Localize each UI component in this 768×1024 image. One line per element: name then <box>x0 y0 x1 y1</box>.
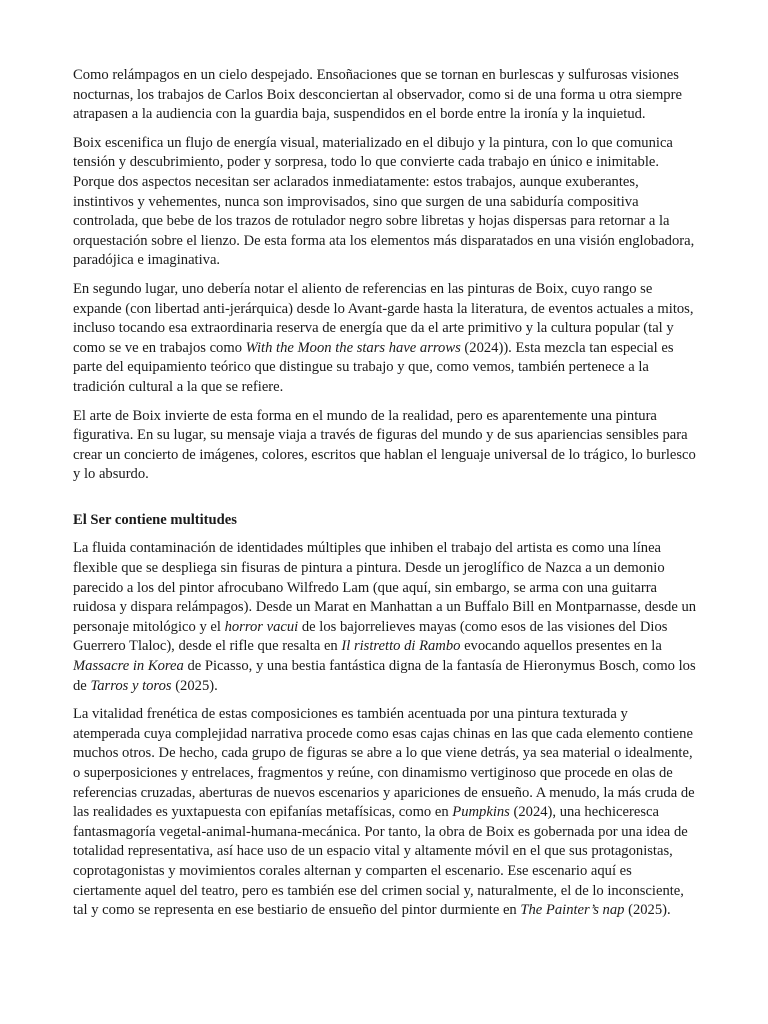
italic-term: horror vacui <box>224 618 299 635</box>
paragraph-text: Como relámpagos en un cielo despejado. Ensoñaciones que se tornan en burlescas y sulfurosas visiones nocturnas, los trabajos de Carlos Boix desconciertan al observador, como si de una forma u otra siempre atrapasen a la audiencia con la guardia baja, suspendidos en el borde entre la ironía y la inquietud. <box>73 67 682 123</box>
paragraph-text: La fluida contaminación de identidades múltiples que inhiben el trabajo del artista es como una línea flexible que se despliega sin fisuras de pintura a pintura. Desde un jeroglífico de Nazca a un demonio parecido a los del pintor afrocubano Wilfredo Lam (que aquí, sin embargo, se arma con una guitarra ruidosa y dispara relámpagos). Desde un Marat en Manhattan a un Buffalo Bill en Montparnasse, desde un personaje mitológico y el <box>73 540 697 635</box>
artwork-title: Il ristretto di Rambo <box>341 638 461 655</box>
paragraph-text: Boix escenifica un flujo de energía visual, materializado en el dibujo y la pintura, con lo que comunica tensión y descubrimiento, poder y sorpresa, todo lo que convierte cada trabajo en único e inimitable. Porque dos aspectos necesitan ser aclarados inmediatamente: estos trabajos, aunque exuberantes, instintivos y vehementes, nunca son improvisados, sino que surgen de una sabiduría compositiva controlada, que bebe de los trazos de rotulador negro sobre libretas y hojas dispersas para retornar a la orquestación sobre el lienzo. De esta forma ata los elementos más disparatados en una visión englobadora, paradójica e imaginativa. <box>73 134 695 269</box>
artwork-title: Pumpkins <box>452 804 510 821</box>
artwork-title: The Painter’s nap <box>520 902 625 919</box>
paragraph-text: (2024)). Esta mezcla tan especial es parte del equipamiento teórico que distingue su trabajo y que, como vemos, también pertenece a la tradición cultural a la que se refiere. <box>73 339 674 395</box>
paragraph-intro <box>73 66 697 125</box>
paragraph-text: En segundo lugar, uno debería notar el aliento de referencias en las pinturas de Boix, cuyo rango se expande (con libertad anti-jerárquica) desde lo Avant-garde hasta la literatura, de eventos actuales a mitos, incluso tocando esa extraordinaria reserva de energía que da el arte primitivo y la cultura popular (tal y como se ve en trabajos como <box>73 280 694 356</box>
paragraph-energy <box>73 134 697 271</box>
paragraph-text: (2025). <box>171 677 218 694</box>
paragraph-references <box>73 280 697 398</box>
paragraph-reality <box>73 407 697 485</box>
artwork-title: Massacre in Korea <box>73 658 184 675</box>
paragraph-text: evocando aquellos presentes en la <box>460 638 662 655</box>
artwork-title: Tarros y toros <box>90 677 172 694</box>
paragraph-text: El arte de Boix invierte de esta forma en el mundo de la realidad, pero es aparentemente una pintura figurativa. En su lugar, su mensaje viaja a través de figuras del mundo y de sus apariencias sensibles para crear un concierto de imágenes, colores, escritos que hablan el lenguaje universal de lo trágico, lo burlesco y lo absurdo. <box>73 407 696 483</box>
paragraph-text: de Picasso, y una bestia fantástica digna de la fantasía de Hieronymus Bosch, como los de <box>73 658 696 694</box>
section-heading: El Ser contiene multitudes <box>73 511 237 528</box>
artwork-title: With the Moon the stars have arrows <box>245 339 461 356</box>
paragraph-text: La vitalidad frenética de estas composiciones es también acentuada por una pintura texturada y atemperada cuya complejidad narrativa procede como esas cajas chinas en las que cada elemento contiene muchos otros. De hecho, cada grupo de figuras se abre a lo que viene detrás, ya sea material o idealmente, o superposiciones y entrelaces, fragmentos y reúne, con dinamismo vertiginoso que procede en olas de referencias cruzadas, aberturas de nuevos escenarios y apariciones de ensueño. A menudo, la más cruda de las realidades es yuxtapuesta con epifanías metafísicas, como en <box>73 706 695 821</box>
paragraph-text: de los bajorrelieves mayas (como esos de las visiones del Dios Guerrero Tlaloc), desde el rifle que resalta en <box>73 618 668 655</box>
paragraph-text: (2024), una hechiceresca fantasmagoría vegetal-animal-humana-mecánica. Por tanto, la obra de Boix es gobernada por una idea de totalidad representativa, así hace uso de un espacio vital y altamente móvil en el que sus protagonistas, coprotagonistas y movimientos corales alternan y comparten el escenario. Ese escenario aquí es ciertamente aquel del teatro, pero es también ese del crimen social y, naturalmente, el de lo inconsciente, tal y como se representa en ese bestiario de ensueño del pintor durmiente en <box>73 804 688 919</box>
paragraph-identities <box>73 539 697 696</box>
paragraph-vitality <box>73 705 697 921</box>
paragraph-text: (2025). <box>624 902 671 919</box>
document-body <box>73 66 697 930</box>
